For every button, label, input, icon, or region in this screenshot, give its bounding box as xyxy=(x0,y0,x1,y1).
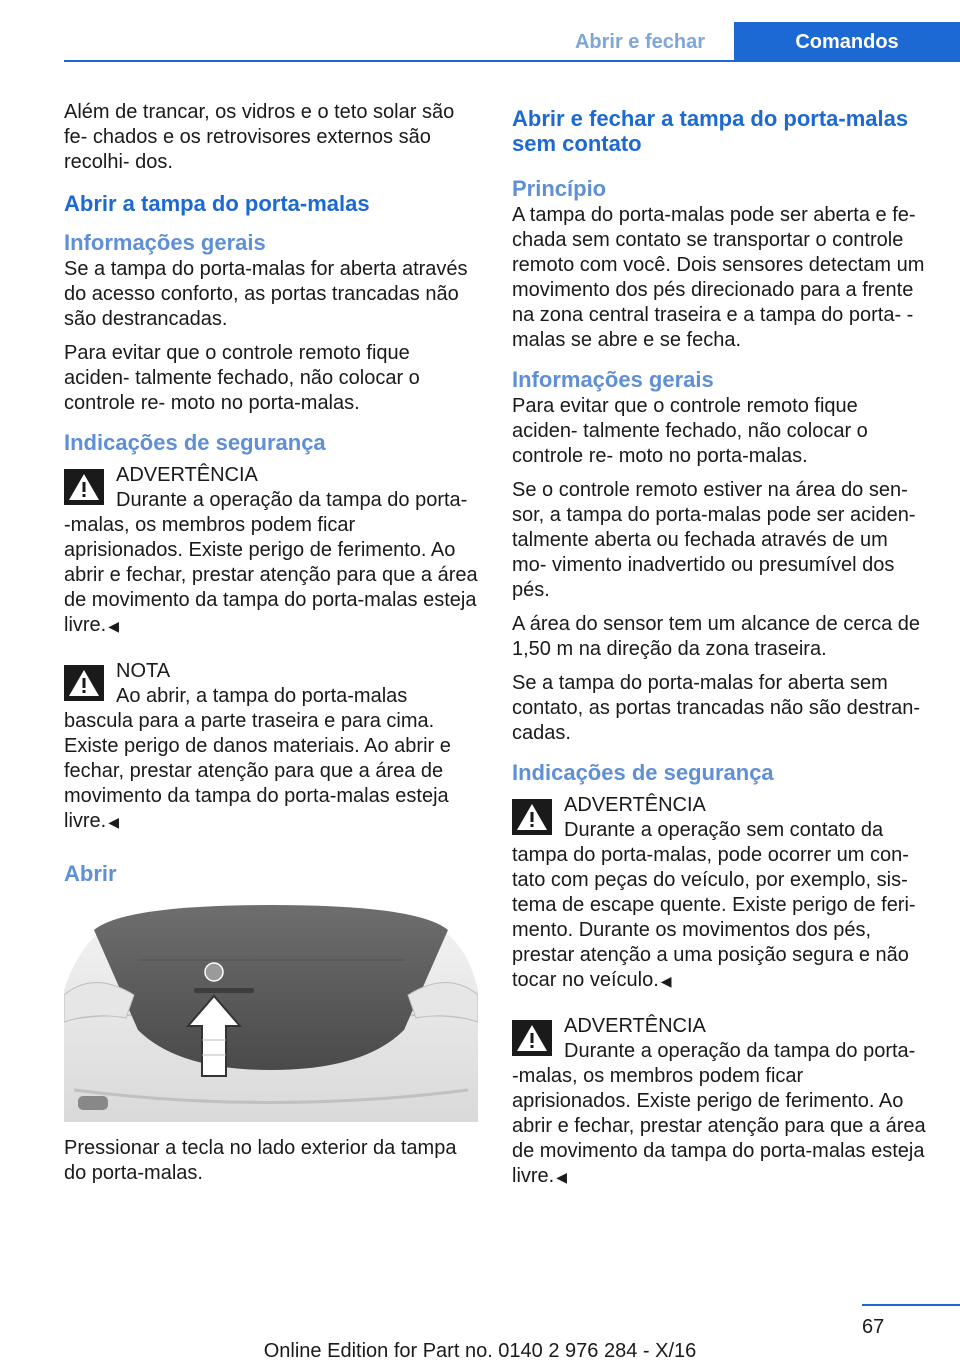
heading-contactless: Abrir e fechar a tampa do porta-malas sem contato xyxy=(512,106,909,156)
header-rule xyxy=(64,60,960,62)
end-mark: ◀ xyxy=(108,814,120,830)
general-info-paragraph-2: Para evitar que o controle remoto fique aciden‐ talmente fechado, não colocar o controle re‐ moto no porta-malas. xyxy=(64,342,420,414)
subheading-safety: Indicações de segurança xyxy=(512,760,774,785)
subheading-open: Abrir xyxy=(64,861,117,886)
warning-text: Durante a operação da tampa do porta‐ -malas, os membros podem ficar aprisionados. Existe perigo de ferimento. Ao abrir e fechar, prestar atenção para que a área de movimento da tampa do porta-malas esteja livre. xyxy=(64,489,478,636)
left-column xyxy=(64,100,478,1195)
right-column xyxy=(512,100,926,1210)
note-text: Ao abrir, a tampa do porta-malas bascula para a parte traseira e para cima. Existe perigo de danos materiais. Ao abrir e fechar, prestar atenção para que a área de movimento da tampa do porta-malas esteja livre. xyxy=(64,685,451,832)
warning-block xyxy=(512,793,926,994)
intro-paragraph: Além de trancar, os vidros e o teto solar são fe‐ chados e os retrovisores externos são recolhi‐ dos. xyxy=(64,101,455,173)
page-number: 67 xyxy=(862,1316,885,1338)
subheading-general-info: Informações gerais xyxy=(512,367,714,392)
warning-triangle-icon xyxy=(512,1020,552,1056)
header-chapter-tab: Comandos xyxy=(734,22,960,62)
warning-text: Durante a operação sem contato da tampa do porta-malas, pode ocorrer um con‐ tato com peças do veículo, por exemplo, sis‐ tema de escape quente. Existe perigo de feri‐ mento. Durante os movimentos dos pés, prestar atenção a uma posição segura e não tocar no veículo. xyxy=(512,819,916,991)
general-info-paragraph-4: Se a tampa do porta-malas for aberta sem contato, as portas trancadas não são destran‐ cadas. xyxy=(512,672,921,744)
general-info-paragraph-1: Para evitar que o controle remoto fique aciden‐ talmente fechado, não colocar o controle re‐ moto no porta-malas. xyxy=(512,395,868,467)
principle-paragraph: A tampa do porta-malas pode ser aberta e fe‐ chada sem contato se transportar o controle remoto com você. Dois sensores detectam um movimento dos pés direcionado para a frente na zona central traseira e a tampa do porta‐ -malas se abre e se fecha. xyxy=(512,204,925,351)
general-info-paragraph-2: Se o controle remoto estiver na área do sen‐ sor, a tampa do porta-malas pode ser aciden‐ talmente aberta ou fechada através de um mo‐ vimento inadvertido ou presumível dos pés. xyxy=(512,479,916,601)
footer-rule xyxy=(862,1304,960,1306)
note-label: NOTA xyxy=(116,660,171,682)
warning-block xyxy=(512,1014,926,1190)
end-mark: ◀ xyxy=(556,1169,568,1185)
heading-open-trunk: Abrir a tampa do porta-malas xyxy=(64,191,370,216)
figure-caption: Pressionar a tecla no lado exterior da tampa do porta-malas. xyxy=(64,1137,457,1184)
general-info-paragraph-1: Se a tampa do porta-malas for aberta através do acesso conforto, as portas trancadas não são destrancadas. xyxy=(64,258,468,330)
warning-triangle-icon xyxy=(512,799,552,835)
general-info-paragraph-3: A área do sensor tem um alcance de cerca de 1,50 m na direção da zona traseira. xyxy=(512,613,921,660)
warning-block xyxy=(64,463,478,639)
subheading-safety: Indicações de segurança xyxy=(64,430,326,455)
warning-label: ADVERTÊNCIA xyxy=(564,1015,706,1037)
warning-text: Durante a operação da tampa do porta‐ -malas, os membros podem ficar aprisionados. Existe perigo de ferimento. Ao abrir e fechar, prestar atenção para que a área de movimento da tampa do porta-malas esteja livre. xyxy=(512,1040,926,1187)
trunk-illustration xyxy=(64,900,478,1122)
edition-footer: Online Edition for Part no. 0140 2 976 284 - X/16 xyxy=(263,1340,697,1362)
subheading-general-info: Informações gerais xyxy=(64,230,266,255)
end-mark: ◀ xyxy=(660,973,672,989)
header-section-title: Abrir e fechar xyxy=(574,31,706,53)
warning-triangle-icon xyxy=(64,665,104,701)
subheading-principle: Princípio xyxy=(512,176,607,201)
page-header xyxy=(0,0,960,62)
warning-label: ADVERTÊNCIA xyxy=(116,464,258,486)
note-block xyxy=(64,659,478,835)
warning-triangle-icon xyxy=(64,469,104,505)
end-mark: ◀ xyxy=(108,618,120,634)
warning-label: ADVERTÊNCIA xyxy=(564,794,706,816)
